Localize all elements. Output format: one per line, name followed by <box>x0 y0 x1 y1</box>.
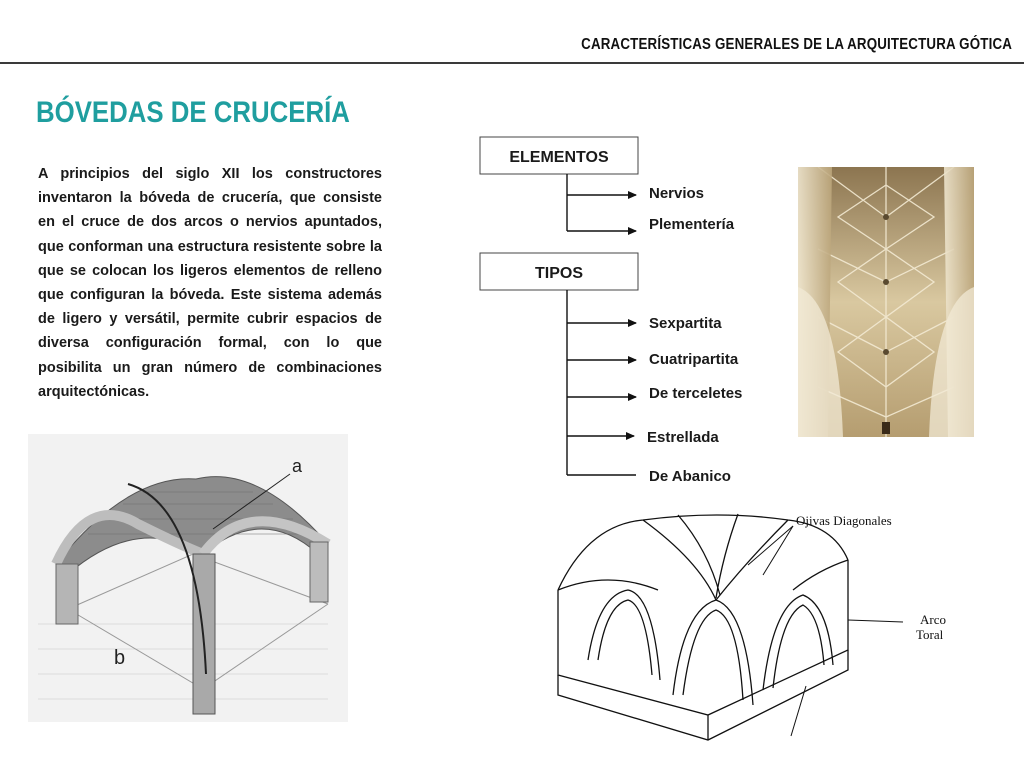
tipo-item-estrellada: Estrellada <box>647 429 719 446</box>
sketch-label-a: a <box>292 456 303 476</box>
elementos-label: ELEMENTOS <box>509 149 609 166</box>
elemento-item-plementeria: Plementería <box>649 216 735 233</box>
tipo-item-sexpartita: Sexpartita <box>649 315 722 332</box>
sketch-label-b: b <box>114 647 126 669</box>
vault-line-drawing <box>548 500 958 750</box>
tipo-item-abanico: De Abanico <box>649 468 731 485</box>
tipo-item-cuatripartita: Cuatripartita <box>649 351 739 368</box>
elementos-box <box>480 137 638 174</box>
body-paragraph: A principios del siglo XII los constructores inventaron la bóveda de crucería, que consiste en el cruce de dos arcos o nervios apuntados, que conforman una estructura resistente sobre la que se colocan los ligeros elementos de relleno que configuran la bóveda. Este sistema además de ligero y versátil, permite cubrir espacios de diversa configuración formal, con lo que posibilita un gran número de combinaciones arquitectónicas. <box>38 166 382 400</box>
label-arco: Arco <box>920 612 946 627</box>
header-title: CARACTERÍSTICAS GENERALES DE LA ARQUITECTURA GÓTICA <box>581 36 1012 53</box>
label-ojivas-diagonales: Ojivas Diagonales <box>796 513 892 528</box>
vault-ceiling-photo <box>798 167 974 437</box>
tipo-item-terceletes: De terceletes <box>649 385 743 402</box>
page-title: BÓVEDAS DE CRUCERÍA <box>36 96 350 129</box>
tipos-label: TIPOS <box>534 265 584 282</box>
tipos-box <box>480 253 638 290</box>
crossing-vault-sketch <box>28 434 348 722</box>
label-toral: Toral <box>916 627 944 642</box>
elemento-item-nervios: Nervios <box>649 185 705 202</box>
